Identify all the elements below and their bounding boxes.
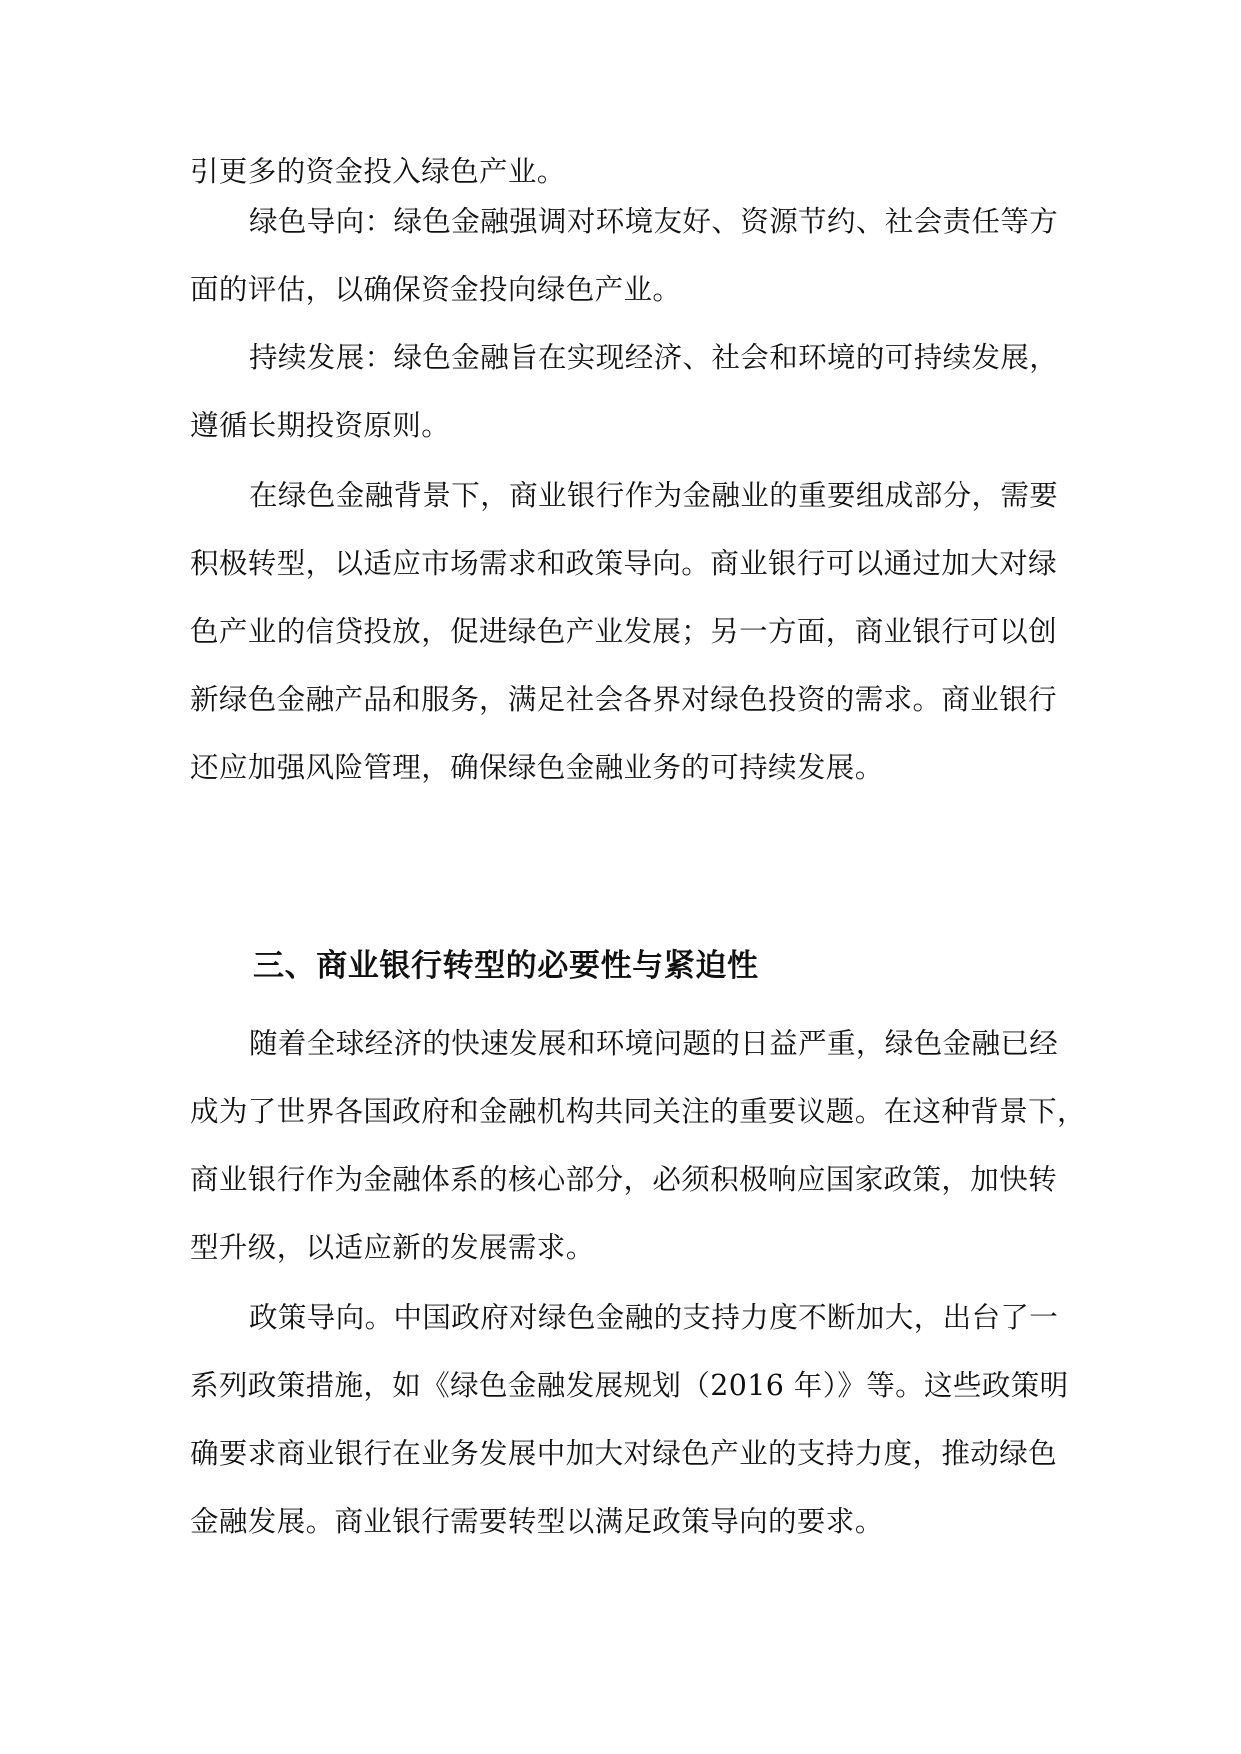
paragraph-text: 色产业的信贷投放，促进绿色产业发展；另一方面，商业银行可以创 (190, 615, 1058, 648)
paragraph-line (190, 612, 1056, 652)
paragraph-text: 随着全球经济的快速发展和环境问题的日益严重，绿色金融已经 (249, 1027, 1059, 1060)
paragraph-line (190, 1434, 1056, 1474)
paragraph-text: 绿色导向：绿色金融强调对环境友好、资源节约、社会责任等方 (249, 205, 1059, 238)
paragraph-text: 持续发展：绿色金融旨在实现经济、社会和环境的可持续发展， (249, 341, 1059, 374)
paragraph-line (190, 1160, 1056, 1200)
paragraph-text: 确要求商业银行在业务发展中加大对绿色产业的支持力度，推动绿色 (190, 1437, 1058, 1470)
paragraph-text: 成为了世界各国政府和金融机构共同关注的重要议题。在这种背景下， (190, 1095, 1086, 1128)
paragraph-line: 引更多的资金投入绿色产业。 (190, 155, 566, 188)
paragraph-text: 系列政策措施，如《绿色金融发展规划（2016 年）》等。这些政策明 (190, 1369, 1069, 1402)
paragraph-line (190, 680, 1056, 720)
section-heading: 三、商业银行转型的必要性与紧迫性 (253, 948, 759, 984)
paragraph-line: 金融发展。商业银行需要转型以满足政策导向的要求。 (190, 1505, 884, 1538)
paragraph-line: 遵循长期投资原则。 (190, 409, 451, 442)
paragraph-text: 积极转型，以适应市场需求和政策导向。商业银行可以通过加大对绿 (190, 547, 1058, 580)
paragraph-line (249, 1024, 1059, 1064)
paragraph-text: 新绿色金融产品和服务，满足社会各界对绿色投资的需求。商业银行 (190, 683, 1058, 716)
paragraph-text: 在绿色金融背景下，商业银行作为金融业的重要组成部分，需要 (249, 479, 1059, 512)
paragraph-text: 商业银行作为金融体系的核心部分，必须积极响应国家政策，加快转 (190, 1163, 1058, 1196)
paragraph-line (190, 544, 1056, 584)
paragraph-line: 还应加强风险管理，确保绿色金融业务的可持续发展。 (190, 751, 884, 784)
paragraph-line: 面的评估，以确保资金投向绿色产业。 (190, 273, 682, 306)
paragraph-line (249, 338, 1059, 378)
paragraph-line (190, 1366, 1069, 1406)
paragraph-line (190, 1092, 1086, 1132)
paragraph-text: 政策导向。中国政府对绿色金融的支持力度不断加大，出台了一 (249, 1301, 1059, 1334)
paragraph-line (249, 202, 1059, 242)
paragraph-line (249, 1298, 1059, 1338)
paragraph-line: 型升级，以适应新的发展需求。 (190, 1231, 595, 1264)
paragraph-line (249, 476, 1059, 516)
